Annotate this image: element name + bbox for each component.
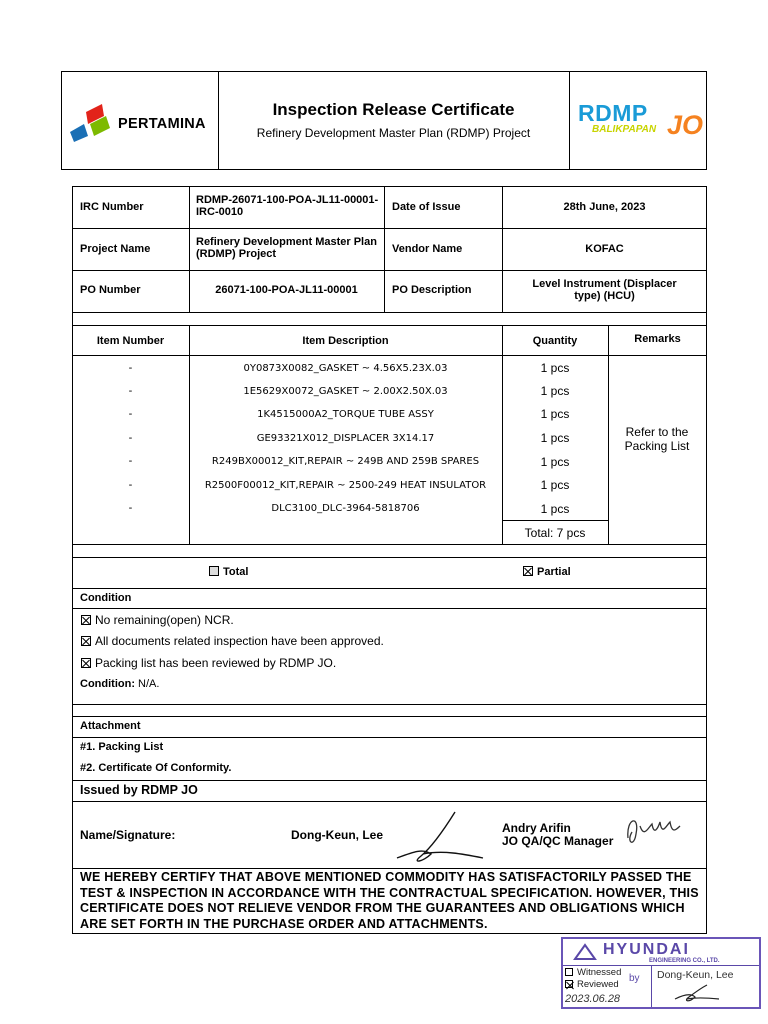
stamp-company-sub: ENGINEERING CO., LTD. xyxy=(649,958,720,964)
item-description: 1E5629X0072_GASKET ~ 2.00X2.50X.03 xyxy=(243,386,448,397)
issued-heading: Issued by RDMP JO xyxy=(80,783,198,797)
pertamina-logo-text: PERTAMINA xyxy=(118,116,206,132)
condition-check-item xyxy=(81,634,384,648)
item-number: - xyxy=(128,408,133,420)
release-total-option xyxy=(209,566,248,578)
rdmp-logo-sub: BALIKPAPAN xyxy=(592,124,657,135)
item-quantity: 1 pcs xyxy=(540,384,570,398)
stamp-signature-image xyxy=(673,983,723,1005)
condition-heading: Condition xyxy=(80,592,132,604)
signer2-name: Andry Arifin xyxy=(502,821,571,835)
attachment-item: #1. Packing List xyxy=(80,741,164,753)
item-number: - xyxy=(128,479,133,491)
irc-number-value: RDMP-26071-100-POA-JL11-00001-IRC-0010 xyxy=(196,194,379,218)
item-description: 0Y0873X0082_GASKET ~ 4.56X5.23X.03 xyxy=(243,363,448,374)
certification-statement: WE HEREBY CERTIFY THAT ABOVE MENTIONED COMMODITY HAS SATISFACTORILY PASSED THE TEST & INSPECTION IN ACCORDANCE WITH THE CONTRACTUAL SPECIFICATION. HOWEVER, THIS CERTIFICATE DOES NOT RELIEVE VENDOR FROM THE GUARANTEES AND OBLIGATIONS WHICH ARE SET FORTH IN THE PURCHASE ORDER AND ATTACHMENTS. xyxy=(80,870,699,931)
item-description: 1K4515000A2_TORQUE TUBE ASSY xyxy=(257,409,434,420)
signature-label: Name/Signature: xyxy=(80,828,176,842)
checked-box-icon xyxy=(81,658,91,668)
irc-number-label: IRC Number xyxy=(80,201,144,213)
document-header xyxy=(61,71,707,170)
condition-check-item xyxy=(81,613,234,627)
release-partial-option xyxy=(523,566,571,578)
item-quantity: 1 pcs xyxy=(540,502,570,516)
attachment-heading: Attachment xyxy=(80,720,141,732)
po-number-value: 26071-100-POA-JL11-00001 xyxy=(215,284,358,296)
stamp-reviewed xyxy=(565,979,619,990)
po-description-value: Level Instrument (Displacer type) (HCU) xyxy=(532,278,677,302)
item-number: - xyxy=(128,385,133,397)
signature-2-image xyxy=(620,808,690,858)
total-label: Total xyxy=(223,566,249,578)
condition-note-value: N/A. xyxy=(138,678,160,690)
item-quantity: 1 pcs xyxy=(540,478,570,492)
signer2-block xyxy=(502,822,613,848)
date-value: 28th June, 2023 xyxy=(563,201,646,213)
item-quantity: 1 pcs xyxy=(540,455,570,469)
item-quantity: 1 pcs xyxy=(540,361,570,375)
item-description: R249BX00012_KIT,REPAIR ~ 249B AND 259B SPARES xyxy=(211,456,480,467)
date-label: Date of Issue xyxy=(392,201,461,213)
rdmp-logo-suffix: JO xyxy=(667,110,704,140)
checked-box-icon xyxy=(81,636,91,646)
condition-check-text: Packing list has been reviewed by RDMP JO. xyxy=(95,656,337,670)
item-number: - xyxy=(128,502,133,514)
page-subtitle: Refinery Development Master Plan (RDMP) Project xyxy=(256,126,531,140)
pertamina-logo xyxy=(66,102,216,142)
remarks-header: Remarks xyxy=(634,333,681,345)
po-number-label: PO Number xyxy=(80,284,141,296)
total-quantity: Total: 7 pcs xyxy=(524,526,586,540)
po-description-label: PO Description xyxy=(392,284,472,296)
partial-checkbox xyxy=(523,566,533,576)
condition-note-label: Condition: xyxy=(80,678,135,690)
item-description: R2500F00012_KIT,REPAIR ~ 2500-249 HEAT INSULATOR xyxy=(204,480,487,491)
stamp-reviewed-label: Reviewed xyxy=(577,979,619,990)
project-name-value: Refinery Development Master Plan (RDMP) Project xyxy=(196,236,377,260)
rdmp-logo-main: RDMP xyxy=(578,100,648,126)
partial-label: Partial xyxy=(537,566,571,578)
attachment-item: #2. Certificate Of Conformity. xyxy=(80,762,232,774)
reviewed-checkbox xyxy=(565,980,573,988)
witnessed-checkbox xyxy=(565,968,573,976)
item-number: - xyxy=(128,455,133,467)
item-description: DLC3100_DLC-3964-5818706 xyxy=(271,503,420,514)
item-number-header: Item Number xyxy=(96,335,165,347)
item-number: - xyxy=(128,362,133,374)
vendor-name-label: Vendor Name xyxy=(392,243,463,255)
page-title: Inspection Release Certificate xyxy=(272,100,515,119)
stamp-witnessed-label: Witnessed xyxy=(577,967,622,978)
signature-1-image xyxy=(393,808,488,868)
signer1-name: Dong-Keun, Lee xyxy=(291,828,383,842)
stamp-company: HYUNDAI xyxy=(603,941,690,958)
rdmp-jo-logo xyxy=(574,96,704,144)
item-description: GE93321X012_DISPLACER 3X14.17 xyxy=(256,433,435,444)
pertamina-logo-icon xyxy=(66,102,114,142)
item-description-header: Item Description xyxy=(302,335,389,347)
condition-note xyxy=(80,678,159,690)
stamp-date: 2023.06.28 xyxy=(565,993,621,1005)
checked-box-icon xyxy=(81,615,91,625)
item-quantity: 1 pcs xyxy=(540,407,570,421)
total-checkbox xyxy=(209,566,219,576)
condition-check-text: No remaining(open) NCR. xyxy=(95,613,234,627)
signer2-title: JO QA/QC Manager xyxy=(502,834,614,848)
item-quantity: 1 pcs xyxy=(540,431,570,445)
item-number: - xyxy=(128,432,133,444)
condition-check-item xyxy=(81,656,336,670)
quantity-header: Quantity xyxy=(532,335,578,347)
project-name-label: Project Name xyxy=(80,243,151,255)
stamp-name: Dong-Keun, Lee xyxy=(657,969,734,981)
stamp-witnessed xyxy=(565,967,621,978)
hyundai-logo-icon xyxy=(573,943,599,961)
remarks-value: Refer to the Packing List xyxy=(624,425,690,453)
stamp-by: by xyxy=(629,973,640,984)
hyundai-review-stamp xyxy=(561,937,761,1009)
vendor-name-value: KOFAC xyxy=(585,243,624,255)
condition-check-text: All documents related inspection have been approved. xyxy=(95,634,384,648)
